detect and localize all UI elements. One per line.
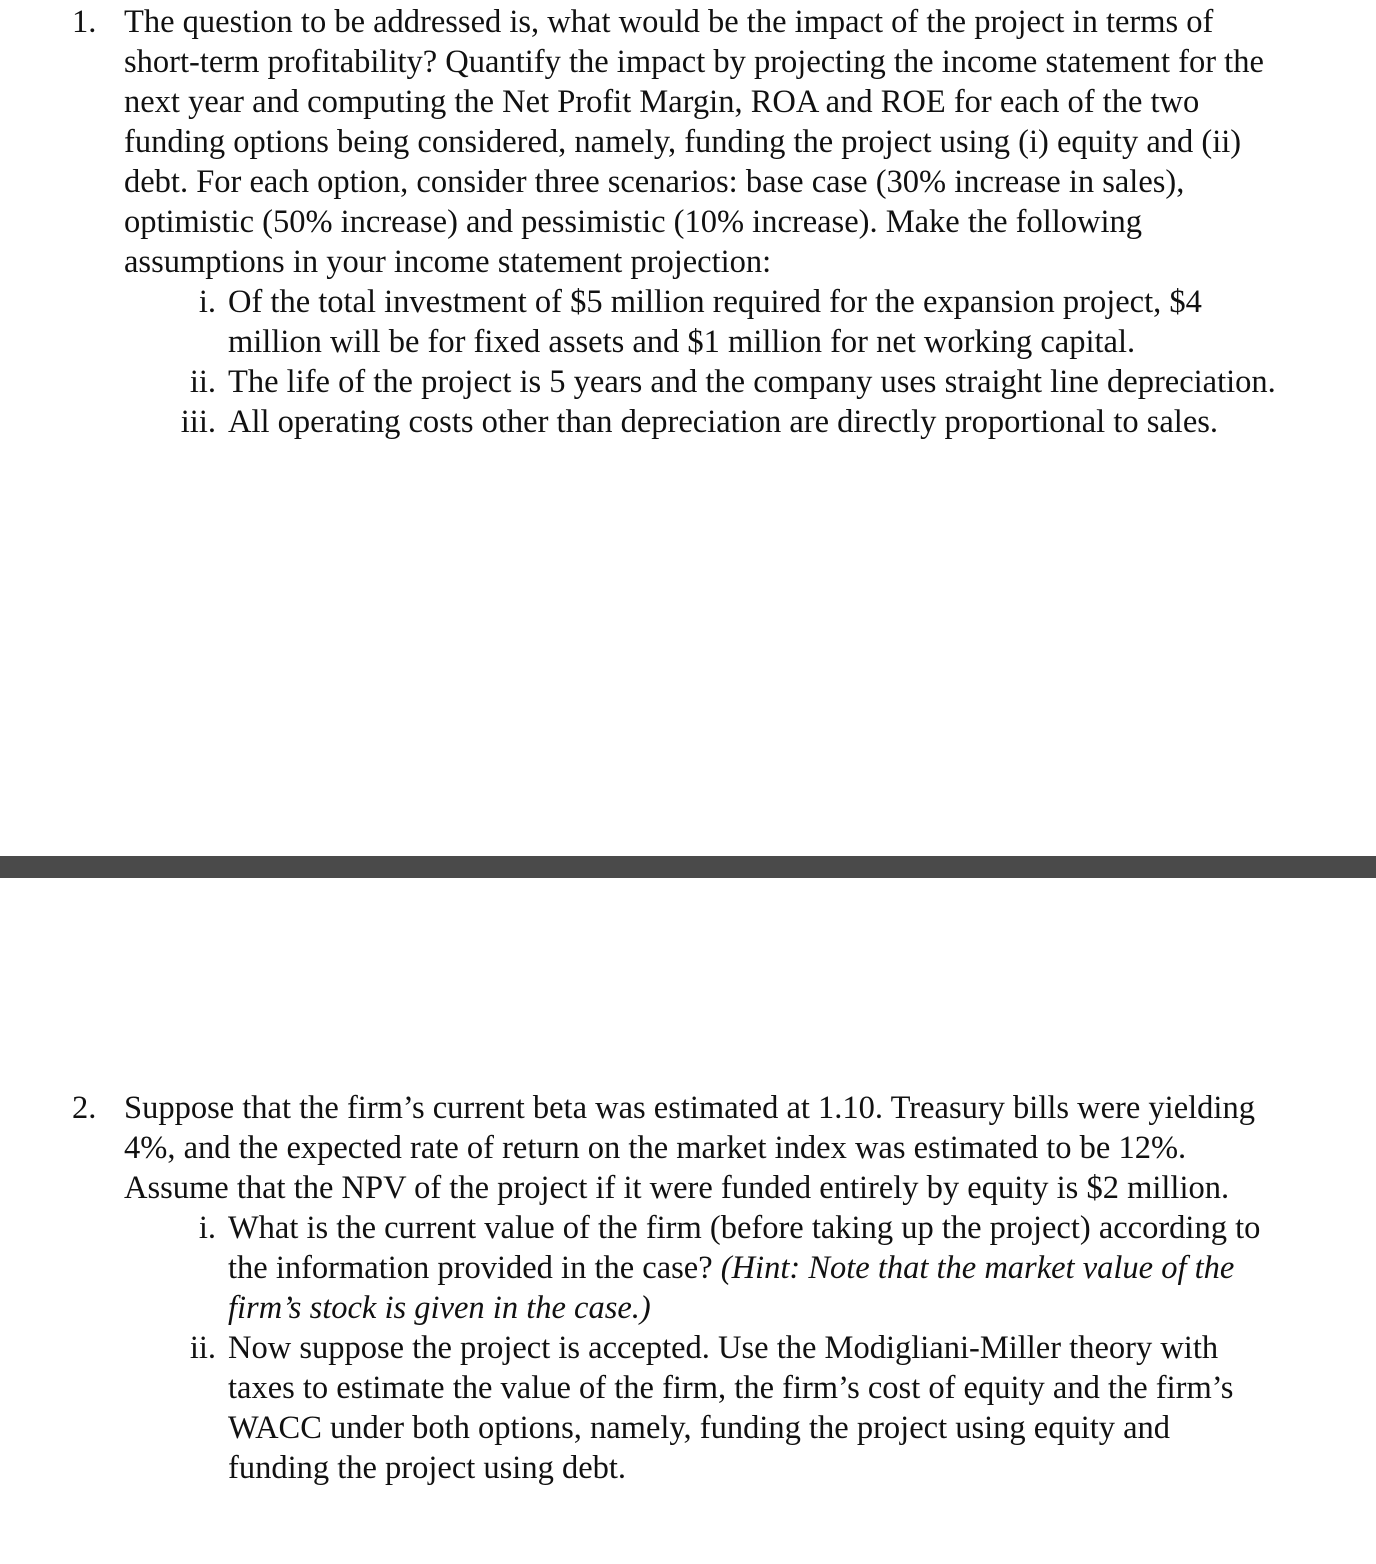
question-1 [72, 2, 1276, 442]
question-1-stem [72, 2, 1276, 282]
item-text: All operating costs other than depreciation are directly proportional to sales. [228, 404, 1219, 440]
item-hint: (Hint: Note that the market value of the firm’s stock is given in the case.) [228, 1250, 1235, 1326]
question-2-item-i [124, 1208, 1276, 1328]
item-text: What is the current value of the firm (before taking up the project) according to the information provided in the case? [228, 1210, 1261, 1286]
question-1-item-iii [124, 402, 1276, 442]
question-1-number: 1. [72, 4, 97, 40]
question-1-item-ii [124, 362, 1276, 402]
document-page-bottom [0, 878, 1376, 1564]
page-divider [0, 856, 1376, 878]
question-1-item-i [124, 282, 1276, 362]
item-text: Of the total investment of $5 million required for the expansion project, $4 million will be for fixed assets and $1 million for net working capital. [228, 284, 1202, 360]
item-label: i. [198, 284, 216, 320]
question-1-text: The question to be addressed is, what would be the impact of the project in terms of short-term profitability? Quantify the impact by projecting the income statement for the next year and computing the Net Profit Margin, ROA and ROE for each of the two funding options being considered, namely, funding the project using (i) equity and (ii) debt. For each option, consider three scenarios: base case (30% increase in sales), optimistic (50% increase) and pessimistic (10% increase). Make the following assumptions in your income statement projection: [124, 4, 1264, 280]
item-label: iii. [180, 404, 216, 440]
question-2-stem [72, 1088, 1276, 1168]
question-2 [72, 1088, 1276, 1488]
question-2-number: 2. [72, 1090, 97, 1126]
item-label: ii. [189, 1330, 216, 1366]
item-body [228, 1208, 1276, 1328]
item-label: ii. [189, 364, 216, 400]
question-2-item-ii [124, 1328, 1276, 1488]
question-2-assumption: Assume that the NPV of the project if it were funded entirely by equity is $2 million. [124, 1170, 1230, 1206]
question-2-text: Suppose that the firm’s current beta was estimated at 1.10. Treasury bills were yielding 4%, and the expected rate of return on the market index was estimated to be 12%. [124, 1090, 1255, 1166]
item-text: Now suppose the project is accepted. Use the Modigliani-Miller theory with taxes to estimate the value of the firm, the firm’s cost of equity and the firm’s WACC under both options, namely, funding the project using equity and funding the project using debt. [228, 1330, 1234, 1486]
item-label: i. [198, 1210, 216, 1246]
item-text: The life of the project is 5 years and the company uses straight line depreciation. [228, 364, 1276, 400]
